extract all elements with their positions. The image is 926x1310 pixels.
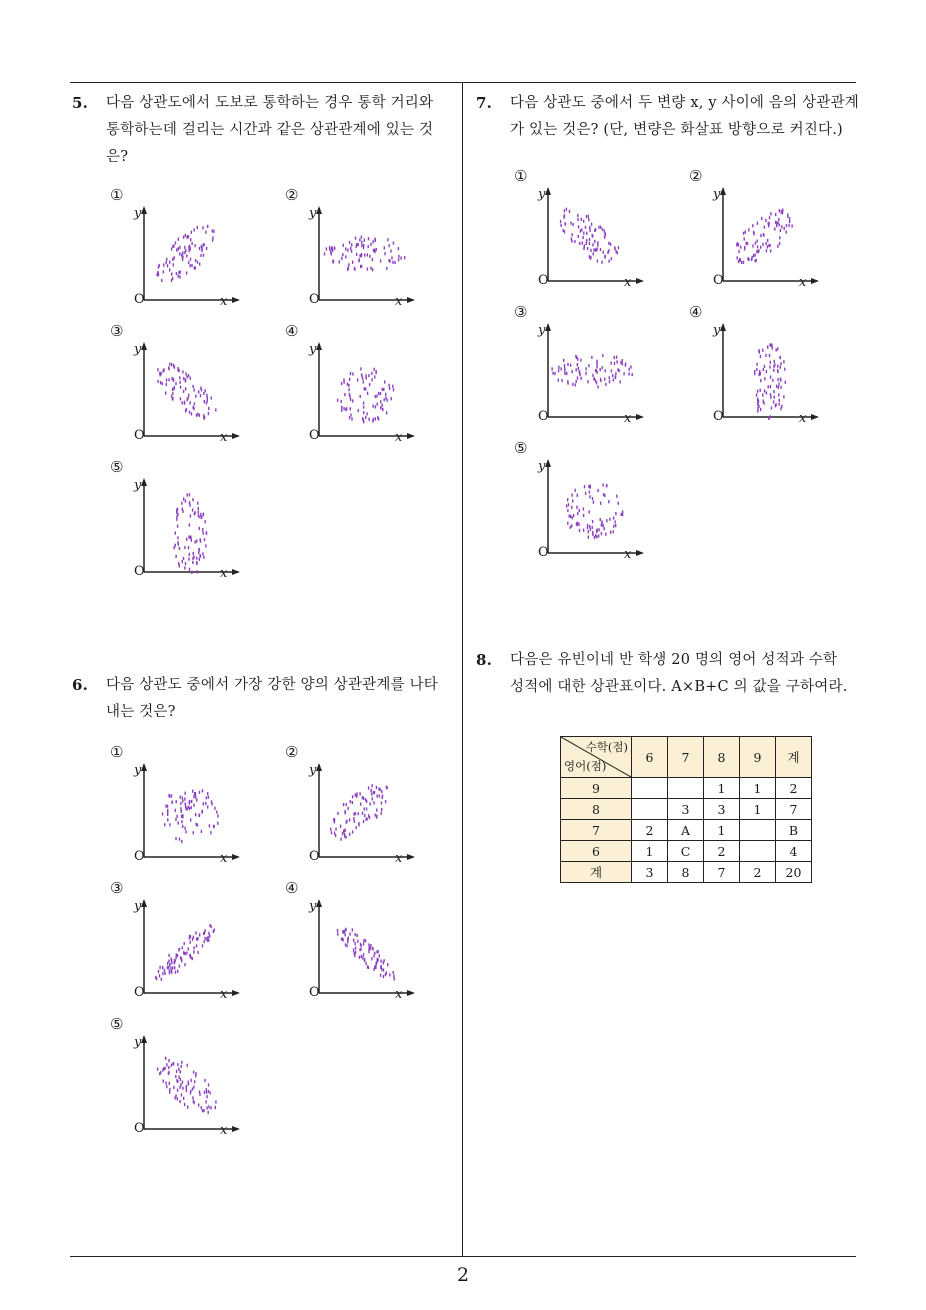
table-column-header: 8 — [704, 737, 740, 778]
top-rule — [70, 82, 856, 83]
scatter-svg — [693, 313, 843, 443]
scatter-svg — [114, 1025, 264, 1155]
x-axis-arrowhead — [407, 433, 415, 439]
question-8-line: 다음은 유빈이네 반 학생 20 명의 영어 성적과 수학 — [510, 652, 838, 668]
q7-choice-3-scatterplot — [514, 303, 668, 443]
table-cell — [740, 820, 776, 841]
x-axis-label: x — [220, 430, 228, 445]
table-cell: A — [668, 820, 704, 841]
question-8-text — [510, 647, 861, 701]
table-column-header: 6 — [632, 737, 668, 778]
choice-number: ⑤ — [110, 1015, 124, 1033]
choice-number: ④ — [689, 303, 703, 321]
axes — [319, 208, 413, 300]
y-axis-arrowhead — [141, 763, 147, 771]
x-axis-arrowhead — [232, 569, 240, 575]
x-axis-label: x — [395, 294, 403, 309]
table-cell — [740, 841, 776, 862]
x-axis-label: x — [220, 294, 228, 309]
origin-label: O — [134, 292, 145, 307]
table-cell: 3 — [704, 799, 740, 820]
choice-number: ④ — [285, 879, 299, 897]
y-axis-label: y — [713, 323, 721, 338]
y-axis-arrowhead — [545, 187, 551, 195]
question-7-line: 가 있는 것은? (단, 변량은 화살표 방향으로 커진다.) — [510, 122, 843, 138]
scatter-svg — [518, 177, 668, 307]
table-cell: 7 — [776, 799, 812, 820]
y-axis-label: y — [134, 478, 142, 493]
x-axis-arrowhead — [811, 278, 819, 284]
question-7-number: 7. — [476, 94, 493, 112]
table-row — [561, 778, 812, 799]
table-cell: 2 — [632, 820, 668, 841]
axes — [144, 901, 238, 993]
origin-label: O — [134, 1121, 145, 1136]
choice-number: ③ — [110, 322, 124, 340]
table-cell: B — [776, 820, 812, 841]
y-axis-label: y — [538, 187, 546, 202]
q5-choice-5-scatterplot — [110, 458, 264, 598]
x-axis-arrowhead — [811, 414, 819, 420]
x-axis-label: x — [799, 275, 807, 290]
origin-label: O — [134, 428, 145, 443]
y-axis-label: y — [134, 206, 142, 221]
axes — [548, 189, 642, 281]
question-5-text — [106, 90, 457, 171]
question-5-line: 다음 상관도에서 도보로 통학하는 경우 통학 거리와 — [106, 95, 434, 111]
question-6-line: 내는 것은? — [106, 704, 176, 720]
y-axis-arrowhead — [141, 342, 147, 350]
question-7-line: 다음 상관도 중에서 두 변량 x, y 사이에 음의 상관관계 — [510, 95, 859, 111]
scatter-svg — [114, 753, 264, 883]
x-axis-arrowhead — [232, 854, 240, 860]
table-column-header: 9 — [740, 737, 776, 778]
y-axis-arrowhead — [545, 323, 551, 331]
table-row — [561, 799, 812, 820]
axes — [144, 344, 238, 436]
x-axis-arrowhead — [407, 990, 415, 996]
x-axis-label: x — [220, 851, 228, 866]
bottom-rule — [70, 1256, 856, 1257]
q5-choice-4-scatterplot — [285, 322, 439, 462]
table-row — [561, 841, 812, 862]
page-number: 2 — [456, 1264, 470, 1286]
y-axis-arrowhead — [720, 187, 726, 195]
origin-label: O — [713, 273, 724, 288]
q7-choice-5-scatterplot — [514, 439, 668, 579]
origin-label: O — [309, 985, 320, 1000]
choice-number: ⑤ — [110, 458, 124, 476]
x-axis-arrowhead — [407, 297, 415, 303]
table-row-header: 6 — [561, 841, 632, 862]
table-cell: 1 — [632, 841, 668, 862]
y-axis-arrowhead — [316, 206, 322, 214]
y-axis-label: y — [309, 899, 317, 914]
q6-choice-3-scatterplot — [110, 879, 264, 1019]
y-axis-label: y — [309, 342, 317, 357]
table-cell: C — [668, 841, 704, 862]
x-axis-label: x — [624, 547, 632, 562]
choice-number: ② — [285, 743, 299, 761]
x-axis-arrowhead — [232, 1126, 240, 1132]
axes — [548, 461, 642, 553]
origin-label: O — [309, 849, 320, 864]
x-axis-label: x — [624, 275, 632, 290]
x-axis-arrowhead — [232, 297, 240, 303]
table-row-header: 8 — [561, 799, 632, 820]
x-axis-label: x — [395, 851, 403, 866]
table-cell: 1 — [704, 820, 740, 841]
choice-number: ⑤ — [514, 439, 528, 457]
scatter-svg — [518, 313, 668, 443]
choice-number: ④ — [285, 322, 299, 340]
axes — [723, 325, 817, 417]
table-cell: 1 — [740, 778, 776, 799]
table-column-header: 7 — [668, 737, 704, 778]
q5-choice-3-scatterplot — [110, 322, 264, 462]
y-axis-arrowhead — [316, 763, 322, 771]
x-axis-label: x — [624, 411, 632, 426]
origin-label: O — [134, 564, 145, 579]
y-axis-label: y — [134, 899, 142, 914]
question-5 — [72, 90, 457, 171]
y-axis-arrowhead — [141, 899, 147, 907]
x-axis-arrowhead — [407, 854, 415, 860]
scatter-svg — [289, 753, 439, 883]
x-axis-label: x — [220, 566, 228, 581]
table-cell: 7 — [704, 862, 740, 883]
q5-choice-2-scatterplot — [285, 186, 439, 326]
q6-choice-1-scatterplot — [110, 743, 264, 883]
origin-label: O — [134, 985, 145, 1000]
x-axis-label: x — [395, 987, 403, 1002]
q7-choice-1-scatterplot — [514, 167, 668, 307]
y-axis-arrowhead — [316, 899, 322, 907]
table-cell — [668, 778, 704, 799]
question-5-number: 5. — [72, 94, 89, 112]
x-axis-label: x — [799, 411, 807, 426]
question-7-text — [510, 90, 861, 144]
table-cell: 2 — [740, 862, 776, 883]
q6-choice-4-scatterplot — [285, 879, 439, 1019]
table-row-header: 7 — [561, 820, 632, 841]
q7-choice-4-scatterplot — [689, 303, 843, 443]
y-axis-label: y — [538, 459, 546, 474]
question-7 — [476, 90, 861, 144]
origin-label: O — [538, 273, 549, 288]
axes — [144, 1037, 238, 1129]
table-row-header: 9 — [561, 778, 632, 799]
question-6-text — [106, 672, 457, 726]
x-axis-label: x — [220, 1123, 228, 1138]
axes — [144, 480, 238, 572]
table-row-header: 계 — [561, 862, 632, 883]
q5-choice-1-scatterplot — [110, 186, 264, 326]
table-cell — [632, 799, 668, 820]
question-8 — [476, 647, 861, 701]
y-axis-label: y — [134, 1035, 142, 1050]
x-axis-arrowhead — [232, 990, 240, 996]
table-total-row — [561, 862, 812, 883]
y-axis-label: y — [538, 323, 546, 338]
y-axis-arrowhead — [316, 342, 322, 350]
y-axis-label: y — [309, 206, 317, 221]
table-cell: 2 — [704, 841, 740, 862]
origin-label: O — [713, 409, 724, 424]
x-axis-arrowhead — [636, 414, 644, 420]
table-row — [561, 820, 812, 841]
choice-number: ② — [285, 186, 299, 204]
question-8-number: 8. — [476, 651, 493, 669]
table-row-axis-label: 영어(점) — [564, 759, 607, 773]
table-corner-cell — [561, 737, 632, 778]
scatter-svg — [114, 196, 264, 326]
q7-choice-2-scatterplot — [689, 167, 843, 307]
x-axis-label: x — [395, 430, 403, 445]
question-5-line: 통학하는데 걸리는 시간과 같은 상관관계에 있는 것 — [106, 122, 434, 138]
scatter-svg — [693, 177, 843, 307]
x-axis-label: x — [220, 987, 228, 1002]
table-cell: 8 — [668, 862, 704, 883]
table-cell: 3 — [668, 799, 704, 820]
scatter-svg — [289, 196, 439, 326]
y-axis-arrowhead — [720, 323, 726, 331]
axes — [144, 208, 238, 300]
x-axis-arrowhead — [232, 433, 240, 439]
choice-number: ② — [689, 167, 703, 185]
x-axis-arrowhead — [636, 278, 644, 284]
scatter-svg — [289, 332, 439, 462]
origin-label: O — [134, 849, 145, 864]
origin-label: O — [309, 292, 320, 307]
correlation-table — [560, 736, 812, 883]
y-axis-arrowhead — [141, 1035, 147, 1043]
table-cell: 1 — [740, 799, 776, 820]
table-cell — [632, 778, 668, 799]
table-cell: 1 — [704, 778, 740, 799]
choice-number: ① — [514, 167, 528, 185]
y-axis-arrowhead — [141, 478, 147, 486]
scatter-svg — [114, 332, 264, 462]
scatter-svg — [114, 468, 264, 598]
choice-number: ① — [110, 186, 124, 204]
question-6-line: 다음 상관도 중에서 가장 강한 양의 상관관계를 나타 — [106, 677, 439, 693]
scatter-svg — [518, 449, 668, 579]
scatter-svg — [289, 889, 439, 1019]
table-cell: 2 — [776, 778, 812, 799]
table-header-row — [561, 737, 812, 778]
table-cell: 4 — [776, 841, 812, 862]
y-axis-arrowhead — [545, 459, 551, 467]
origin-label: O — [538, 545, 549, 560]
question-8-line: 성적에 대한 상관표이다. A×B+C 의 값을 구하여라. — [510, 679, 848, 695]
axes — [319, 901, 413, 993]
column-divider — [462, 82, 463, 1256]
question-6-number: 6. — [72, 676, 89, 694]
choice-number: ③ — [514, 303, 528, 321]
y-axis-label: y — [134, 763, 142, 778]
y-axis-label: y — [713, 187, 721, 202]
axes — [723, 189, 817, 281]
x-axis-arrowhead — [636, 550, 644, 556]
scatter-svg — [114, 889, 264, 1019]
y-axis-arrowhead — [141, 206, 147, 214]
table-cell: 3 — [632, 862, 668, 883]
question-6 — [72, 672, 457, 726]
q6-choice-5-scatterplot — [110, 1015, 264, 1155]
table-column-header: 계 — [776, 737, 812, 778]
y-axis-label: y — [134, 342, 142, 357]
choice-number: ① — [110, 743, 124, 761]
question-5-line: 은? — [106, 149, 129, 165]
table-cell: 20 — [776, 862, 812, 883]
choice-number: ③ — [110, 879, 124, 897]
origin-label: O — [309, 428, 320, 443]
axes — [319, 765, 413, 857]
q6-choice-2-scatterplot — [285, 743, 439, 883]
axes — [144, 765, 238, 857]
origin-label: O — [538, 409, 549, 424]
table-column-axis-label: 수학(점) — [585, 740, 628, 754]
y-axis-label: y — [309, 763, 317, 778]
